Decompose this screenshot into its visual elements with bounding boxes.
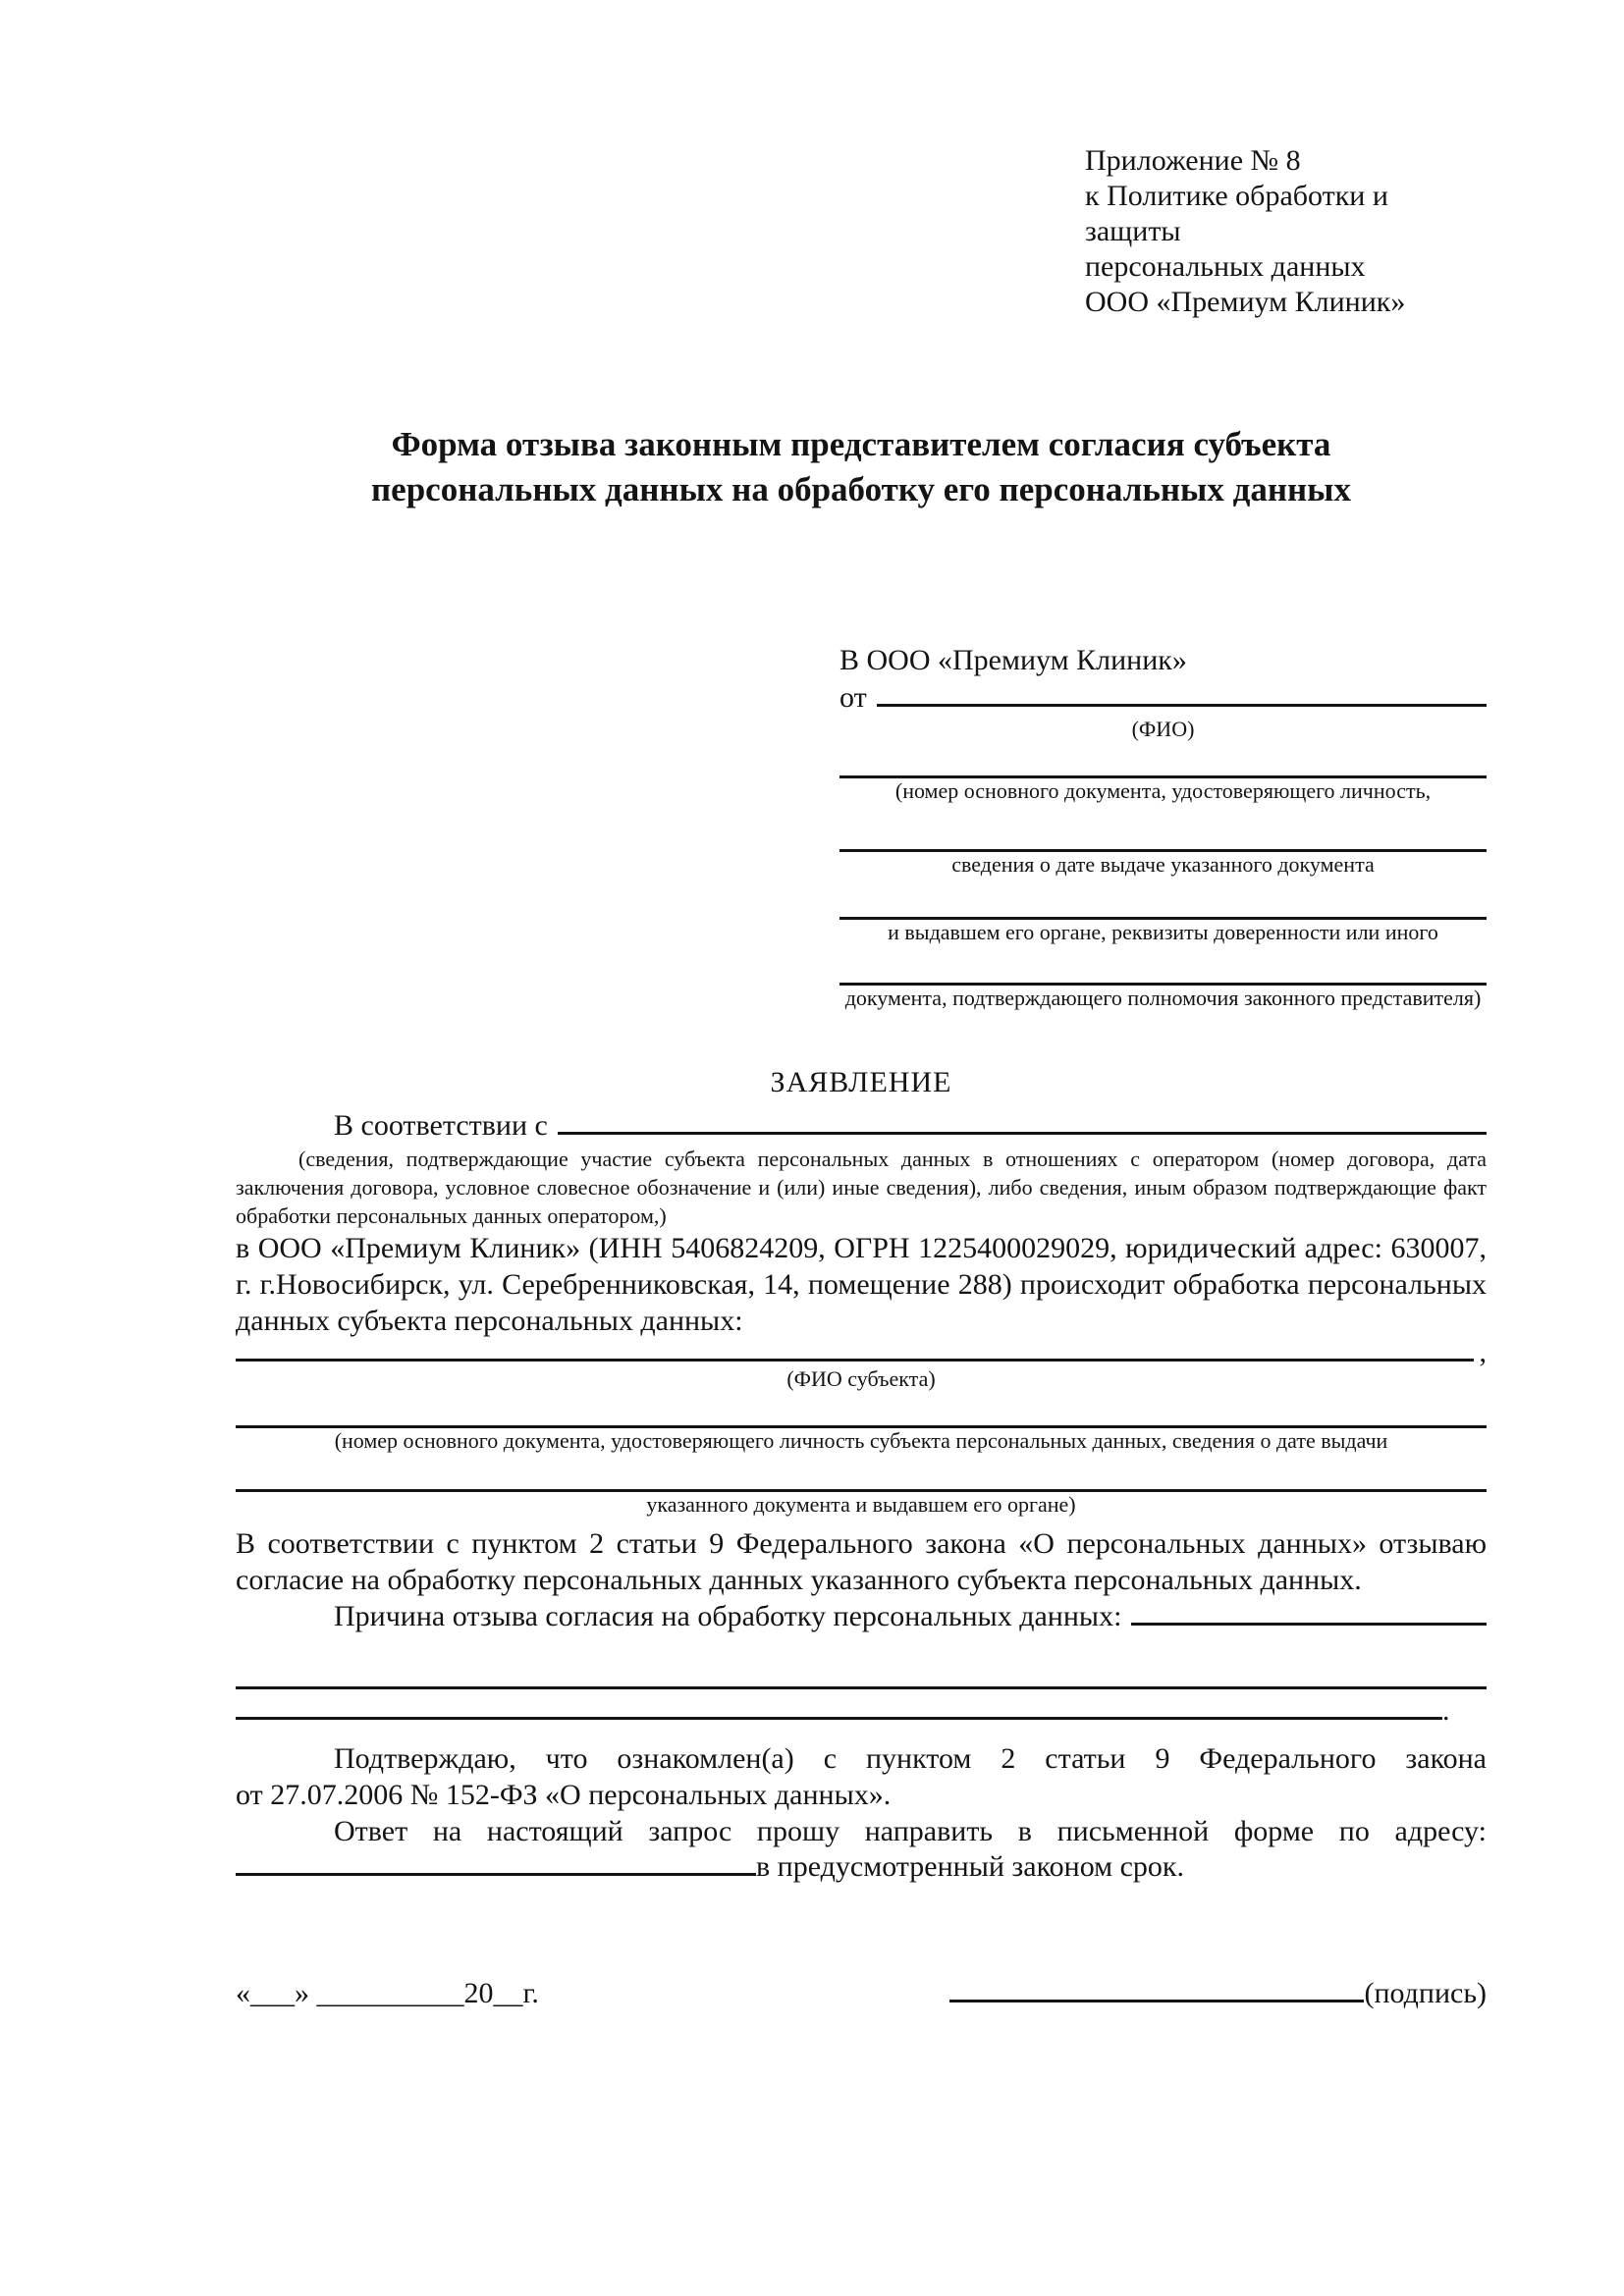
operator-paragraph: в ООО «Премиум Клиник» (ИНН 5406824209, ОГРН 1225400029029, юридический адрес: 630007, г. г.Новосибирск, ул. Серебренниковская, 14, помещение 288) происходит обработка персональных данных субъекта персональных данных: [236, 1232, 1487, 1337]
document-title-line-1: Форма отзыва законным представителем согласия субъекта [391, 425, 1331, 463]
reason-field-line-2[interactable] [236, 1635, 1487, 1689]
reply-address-row [236, 1849, 1487, 1885]
signature-field[interactable] [949, 2000, 1364, 2002]
withdraw-paragraph: В соответствии с пунктом 2 статьи 9 Федерального закона «О персональных данных» отзываю согласие на обработку персональных данных указанного субъекта персональных данных. [236, 1527, 1487, 1596]
signature-group [949, 1975, 1487, 2012]
field-caption-row-1 [839, 778, 1487, 804]
subject-doc-number-field[interactable] [236, 1392, 1487, 1428]
confirm-paragraph-line-2: от 27.07.2006 № 152-ФЗ «О персональных данных». [236, 1779, 892, 1811]
subject-fio-field[interactable] [236, 1359, 1474, 1362]
field-caption-row-3 [839, 920, 1487, 945]
field-caption-row-2 [839, 852, 1487, 878]
header-line-4: ООО «Премиум Клиник» [1085, 286, 1406, 318]
from-row [839, 679, 1487, 717]
page-content [236, 143, 1487, 2012]
reason-field-line-3[interactable] [236, 1717, 1442, 1720]
representative-doc-number-field[interactable] [839, 742, 1487, 778]
document-title [236, 422, 1487, 512]
field-caption-row-4 [839, 986, 1487, 1011]
addressee-block [839, 642, 1487, 1011]
reply-address-field[interactable] [236, 1873, 756, 1876]
accordance-caption: (сведения, подтверждающие участие субъекта персональных данных в отношениях с оператором (номер договора, дата заключения договора, условное словесное обозначение и (или) иные сведения), либо сведения, иным образом подтверждающие факт обработки персональных данных оператором,) [236, 1147, 1487, 1228]
doc-issue-date-field[interactable] [839, 804, 1487, 852]
field-caption-1: (номер основного документа, удостоверяющего личность, [894, 778, 1432, 803]
reason-field[interactable] [1131, 1623, 1487, 1626]
reply-suffix: в предусмотренный законом срок. [756, 1850, 1184, 1883]
reason-label: Причина отзыва согласия на обработку персональных данных: [334, 1600, 1122, 1632]
doc-issuer-field[interactable] [839, 878, 1487, 920]
reason-row [236, 1598, 1487, 1635]
subject-doc-issuer-field[interactable] [236, 1454, 1487, 1492]
subject-doc-caption-row-1 [236, 1428, 1487, 1454]
from-label: от [839, 681, 867, 714]
subject-fio-caption-row [236, 1366, 1487, 1392]
addressee-to: В ООО «Премиум Клиник» [839, 644, 1187, 676]
header-line-2: к Политике обработки и защиты [1085, 180, 1388, 247]
statement-heading: ЗАЯВЛЕНИЕ [770, 1066, 952, 1098]
appendix-header [1085, 143, 1487, 320]
field-caption-2: сведения о дате выдаче указанного документа [951, 852, 1375, 877]
authority-doc-field[interactable] [839, 945, 1487, 986]
subject-doc-caption-2: указанного документа и выдавшем его органе) [646, 1492, 1076, 1517]
date-field[interactable]: «___» __________20__г. [236, 1977, 539, 2009]
subject-fio-caption: (ФИО субъекта) [786, 1366, 936, 1391]
reason-end-row [236, 1689, 1487, 1733]
representative-fio-field[interactable] [877, 704, 1487, 707]
fio-caption-row [839, 717, 1487, 742]
signature-caption: (подпись) [1364, 1977, 1487, 2009]
accordance-basis-field[interactable] [558, 1132, 1487, 1135]
field-caption-4: документа, подтверждающего полномочия законного представителя) [844, 986, 1482, 1010]
confirm-paragraph-line-1: Подтверждаю, что ознакомлен(а) с пунктом 2 статьи 9 Федерального закона [334, 1742, 1487, 1775]
field-caption-3: и выдавшем его органе, реквизиты доверенности или иного [888, 920, 1438, 944]
fio-caption: (ФИО) [1131, 717, 1195, 741]
trailing-comma: , [1479, 1336, 1487, 1368]
trailing-period: . [1442, 1694, 1450, 1727]
accordance-row [236, 1107, 1487, 1145]
accordance-label: В соответствии с [334, 1109, 548, 1142]
header-line-3: персональных данных [1085, 250, 1366, 283]
subject-doc-caption-1: (номер основного документа, удостоверяющего личность субъекта персональных данных, сведения о дате выдачи [334, 1428, 1388, 1453]
subject-fio-row [236, 1336, 1487, 1368]
subject-doc-caption-row-2 [236, 1492, 1487, 1518]
reply-paragraph: Ответ на настоящий запрос прошу направить в письменной форме по адресу: [334, 1815, 1487, 1847]
header-line-1: Приложение № 8 [1085, 144, 1301, 177]
document-title-line-2: персональных данных на обработку его персональных данных [371, 470, 1351, 508]
signature-footer [236, 1975, 1487, 2012]
